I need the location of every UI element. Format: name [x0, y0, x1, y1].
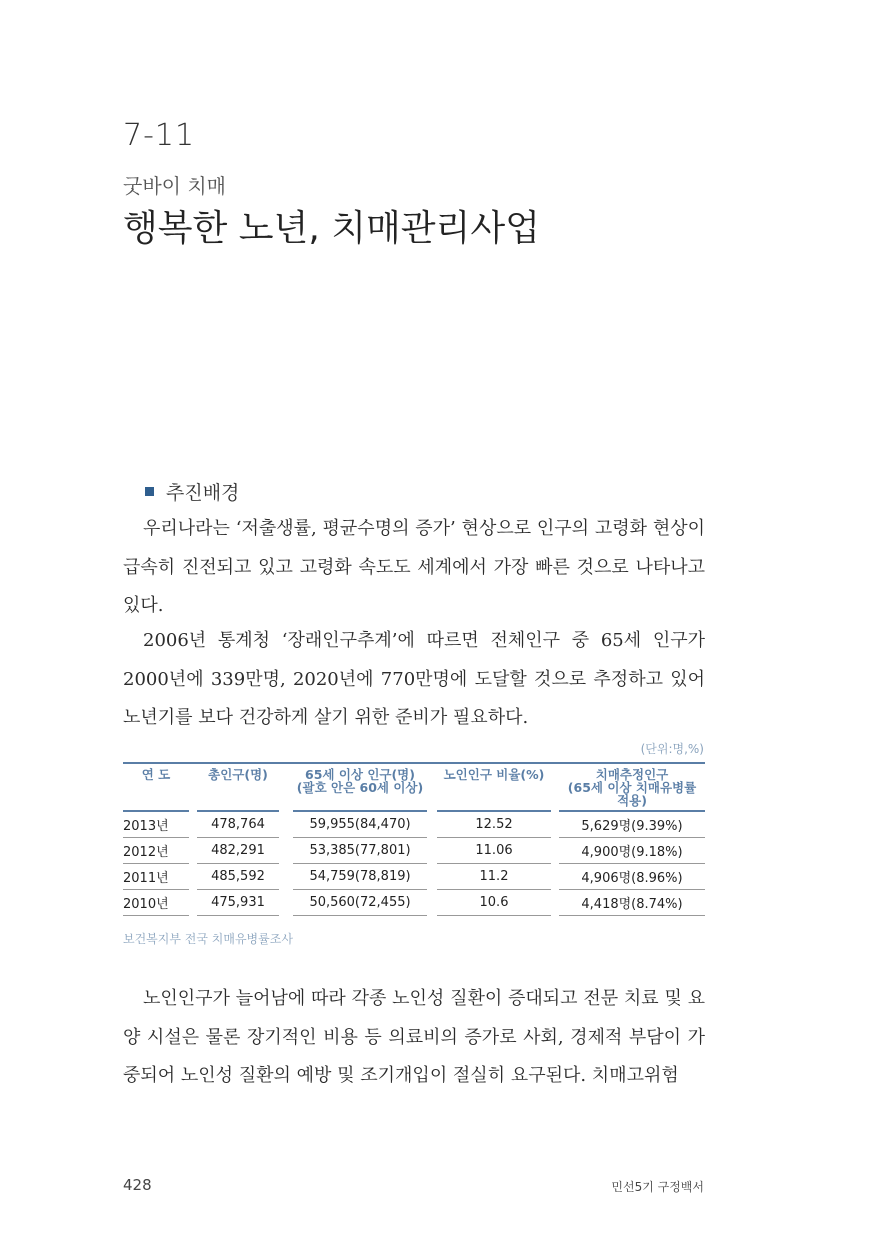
chapter-title: 행복한 노년, 치매관리사업	[123, 208, 540, 249]
cell-year: 2012년	[123, 838, 189, 864]
cell-ratio: 10.6	[437, 890, 551, 916]
chapter-number: 7-11	[123, 118, 196, 153]
cell-year: 2011년	[123, 864, 189, 890]
population-table	[123, 762, 705, 916]
cell-senior: 54,759(78,819)	[293, 864, 427, 890]
square-bullet-icon	[145, 487, 154, 496]
cell-total: 478,764	[197, 812, 279, 838]
cell-senior: 59,955(84,470)	[293, 812, 427, 838]
cell-ratio: 11.2	[437, 864, 551, 890]
table-unit-note: (단위:명,%)	[640, 742, 704, 756]
cell-dementia: 4,906명(8.96%)	[559, 864, 705, 890]
cell-dementia: 5,629명(9.39%)	[559, 812, 705, 838]
section-heading	[145, 478, 239, 505]
cell-senior: 53,385(77,801)	[293, 838, 427, 864]
table-row	[123, 838, 705, 864]
header-senior: 65세 이상 인구(명) (괄호 안은 60세 이상)	[293, 762, 427, 812]
table-header-row	[123, 762, 705, 812]
cell-total: 485,592	[197, 864, 279, 890]
paragraph-text: 우리나라는 ‘저출생률, 평균수명의 증가’ 현상으로 인구의 고령화 현상이 급속히 진전되고 있고 고령화 속도도 세계에서 가장 빠른 것으로 나타나고 있다.	[123, 518, 705, 616]
running-title: 민선5기 구정백서	[611, 1180, 704, 1194]
paragraph-text: 노인인구가 늘어남에 따라 각종 노인성 질환이 증대되고 전문 치료 및 요양 시설은 물론 장기적인 비용 등 의료비의 증가로 사회, 경제적 부담이 가중되어 노인성 질환의 예방 및 조기개입이 절실히 요구된다. 치매고위험	[123, 988, 705, 1086]
table-row	[123, 864, 705, 890]
header-ratio: 노인인구 비율(%)	[437, 762, 551, 812]
paragraph-text: 2006년 통계청 ‘장래인구추계’에 따르면 전체인구 중 65세 인구가 2000년에 339만명, 2020년에 770만명에 도달할 것으로 추정하고 있어 노년기를 보다 건강하게 살기 위한 준비가 필요하다.	[123, 630, 705, 728]
header-total: 총인구(명)	[197, 762, 279, 812]
paragraph-health-burden	[123, 980, 705, 1096]
page-number: 428	[123, 1176, 152, 1194]
cell-year: 2010년	[123, 890, 189, 916]
cell-total: 482,291	[197, 838, 279, 864]
cell-senior: 50,560(72,455)	[293, 890, 427, 916]
table-source: 보건복지부 전국 치매유병률조사	[123, 932, 293, 946]
section-heading-label: 추진배경	[166, 482, 240, 504]
cell-total: 475,931	[197, 890, 279, 916]
cell-ratio: 12.52	[437, 812, 551, 838]
header-dementia: 치매추정인구 (65세 이상 치매유병률 적용)	[559, 762, 705, 812]
header-dementia-note: (65세 이상 치매유병률 적용)	[567, 780, 697, 808]
paragraph-background	[123, 510, 705, 626]
header-year: 연 도	[123, 762, 189, 812]
cell-year: 2013년	[123, 812, 189, 838]
table-row	[123, 812, 705, 838]
cell-dementia: 4,418명(8.74%)	[559, 890, 705, 916]
table-row	[123, 890, 705, 916]
paragraph-projection	[123, 622, 705, 738]
cell-ratio: 11.06	[437, 838, 551, 864]
chapter-subtitle: 굿바이 치매	[123, 174, 226, 198]
header-senior-note: (괄호 안은 60세 이상)	[296, 780, 424, 795]
cell-dementia: 4,900명(9.18%)	[559, 838, 705, 864]
